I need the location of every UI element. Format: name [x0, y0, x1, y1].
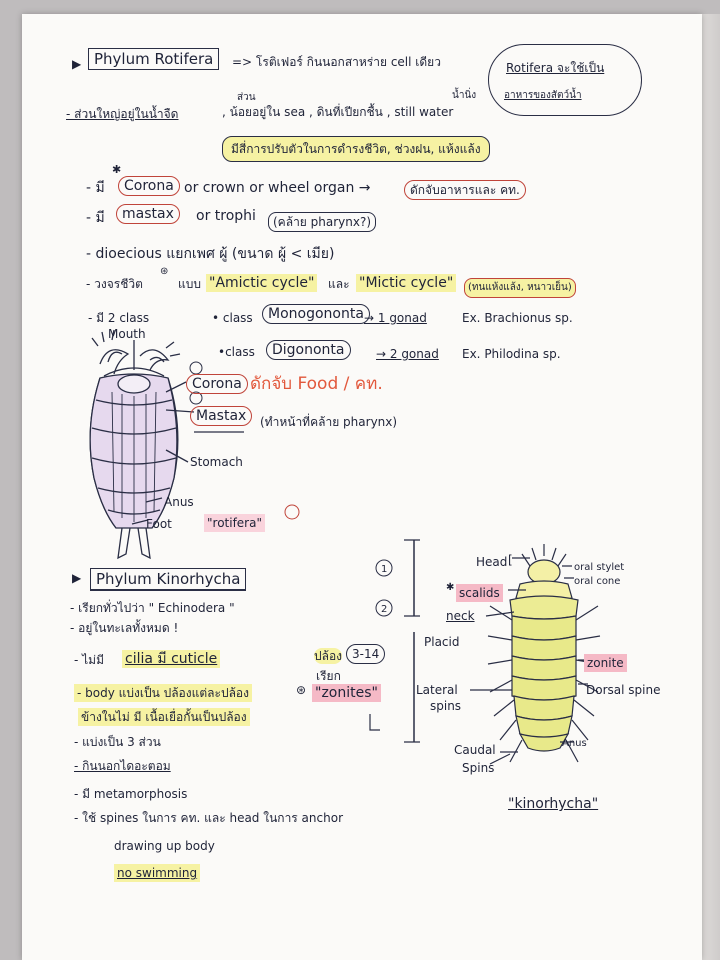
bullet2-text: or trophi — [196, 208, 256, 224]
rotifera-caption: "rotifera" — [204, 514, 265, 532]
habitat-still-note: น้ำนิ่ง — [452, 90, 477, 101]
star-icon: ✱ — [112, 163, 122, 176]
kinorhycha-title: Phylum Kinorhycha — [90, 568, 246, 591]
lateral-label: Lateral — [416, 683, 458, 697]
mouth-label: Mouth — [108, 327, 146, 341]
rotifera-title: Phylum Rotifera — [88, 48, 219, 70]
oral-stylet-label: oral stylet — [574, 562, 625, 573]
kino-line1: - เรียกทั่วไปว่า " Echinodera " — [70, 601, 235, 615]
kino-line10: drawing up body — [114, 839, 215, 853]
kino-line7: - กินนอกไดอะตอม — [74, 759, 171, 773]
bullet3: - dioecious แยกเพศ ผู้ (ขนาด ผู้ < เมีย) — [86, 246, 335, 262]
foot-label: Foot — [146, 517, 172, 531]
star-circle-icon: ⊛ — [160, 266, 169, 277]
corona-label: Corona — [186, 374, 248, 394]
bullet1-text: or crown or wheel organ → — [184, 180, 371, 196]
class1-example: Ex. Brachionus sp. — [462, 311, 573, 325]
bullet1-prefix: - มี — [86, 180, 105, 196]
mastax-note: (ทำหน้าที่คล้าย pharynx) — [260, 415, 398, 429]
bracket-icon: [ — [508, 553, 513, 567]
adaptation-note: มีสี่การปรับตัวในการดำรงชีวิต, ช่วงฝน, แห้งแล้ง — [222, 136, 490, 162]
star-icon: ✱ — [446, 582, 455, 593]
bullet1-result: ดักจับอาหารและ คท. — [404, 180, 526, 200]
segments-note-c: "zonites" — [312, 684, 381, 702]
kino-line8: - มี metamorphosis — [74, 787, 188, 801]
segments-note-range: 3-14 — [346, 644, 385, 664]
mastax-term: mastax — [116, 204, 180, 224]
kino-line4: - body แบ่งเป็น ปล้องแต่ละปล้อง — [74, 684, 252, 702]
bullet5-prefix: - มี 2 class — [88, 311, 150, 325]
callout-line1: Rotifera จะใช้เป็น — [506, 61, 605, 75]
bullet4-and: และ — [328, 277, 350, 291]
circled-number-2: 2 — [381, 604, 388, 615]
star-circle-icon: ⊛ — [296, 683, 307, 697]
arrow-bullet-icon: ▶ — [72, 57, 82, 71]
oral-cone-label: oral cone — [574, 576, 621, 587]
callout-line2: อาหารของสัตว์น้ำ — [504, 90, 582, 101]
habitat-other: , น้อยอยู่ใน sea , ดินที่เปียกชื้น , still water — [222, 105, 454, 119]
kino-line11: no swimming — [114, 864, 200, 882]
corona-term: Corona — [118, 176, 180, 196]
kino-anus-label: Anus — [562, 738, 587, 749]
neck-label: neck — [446, 609, 475, 623]
head-label: Head — [476, 555, 508, 569]
rotifera-title-note: => โรติเฟอร์ กินนอกสาหร่าย cell เดียว — [232, 55, 441, 69]
class2-example: Ex. Philodina sp. — [462, 347, 561, 361]
habitat-small-note: ส่วน — [237, 92, 256, 103]
mictic-cycle: "Mictic cycle" — [356, 274, 456, 292]
zonite-label: zonite — [584, 654, 627, 672]
segments-note-a: ปล้อง — [314, 649, 343, 663]
scalids-label: scalids — [456, 584, 503, 602]
bullet2-result: (คล้าย pharynx?) — [268, 212, 376, 232]
bullet2-prefix: - มี — [86, 210, 105, 226]
kino-line2: - อยู่ในทะเลทั้งหมด ! — [70, 621, 179, 635]
class2-result: → 2 gonad — [376, 347, 439, 361]
anus-label: Anus — [164, 495, 194, 509]
class1-name: Monogononta — [262, 304, 370, 324]
lateral-spins-label: spins — [430, 699, 462, 713]
kino-line5: ข้างในไม่ มี เนื้อเยื่อกั้นเป็นปล้อง — [78, 708, 250, 726]
kino-line3: cilia มี cuticle — [122, 650, 220, 668]
bullet4-prefix: - วงจรชีวิต — [86, 277, 143, 291]
habitat-freshwater: - ส่วนใหญ่อยู่ในน้ำจืด — [66, 107, 179, 121]
stomach-label: Stomach — [190, 455, 243, 469]
placid-label: Placid — [424, 635, 460, 649]
caudal-label: Caudal — [454, 743, 496, 757]
bullet4-note: (ทนแห้งแล้ง, หนาวเย็น) — [464, 278, 576, 298]
corona-note: ดักจับ Food / คท. — [250, 374, 383, 394]
circled-number-1: 1 — [381, 564, 388, 575]
segments-note-b: เรียก — [316, 669, 341, 683]
kino-line9: - ใช้ spines ในการ คท. และ head ในการ anchor — [74, 811, 343, 825]
arrow-bullet-icon: ▶ — [72, 571, 82, 585]
class2-name: Digononta — [266, 340, 351, 360]
mastax-label: Mastax — [190, 406, 252, 426]
class1-result: → 1 gonad — [364, 311, 427, 325]
kinorhycha-caption: "kinorhycha" — [508, 796, 599, 812]
kino-line6: - แบ่งเป็น 3 ส่วน — [74, 735, 161, 749]
caudal-spins-label: Spins — [462, 761, 495, 775]
class2-prefix: •class — [218, 345, 255, 359]
kino-line3-prefix: - ไม่มี — [74, 653, 104, 667]
class1-prefix: • class — [212, 311, 253, 325]
bullet4-text: แบบ — [178, 277, 201, 291]
dorsal-spine-label: Dorsal spine — [586, 683, 661, 697]
amictic-cycle: "Amictic cycle" — [206, 274, 317, 292]
